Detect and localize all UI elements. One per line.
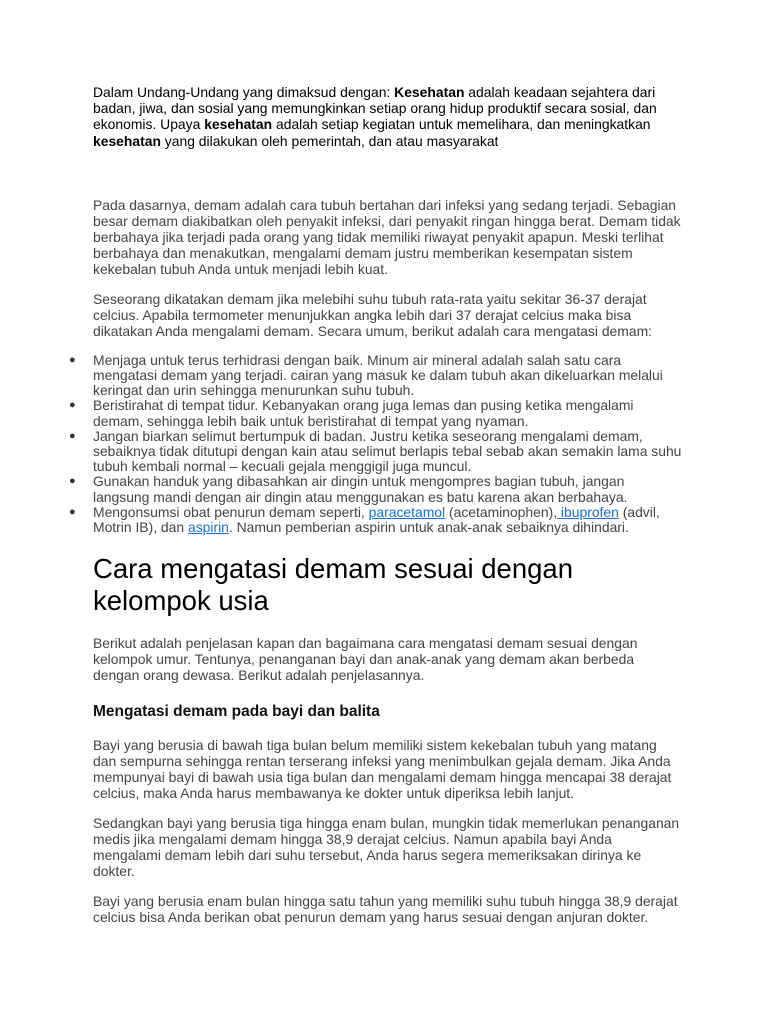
section-heading-age-groups: Cara mengatasi demam sesuai dengan kelompok usia (93, 553, 574, 617)
spacer (93, 149, 683, 197)
list-item (69, 427, 683, 475)
list-item-text: Gunakan handuk yang dibasahkan air dingin untuk mengompres bagian tubuh, jangan langsung mandi dengan air dingin atau menggunakan es batu karena akan berbahaya. (93, 473, 628, 505)
intro-text-1: Dalam Undang-Undang yang dimaksud dengan: (93, 84, 395, 100)
paragraph-three-to-six-months: Sedangkan bayi yang berusia tiga hingga enam bulan, mungkin tidak memerlukan penanganan medis jika mengalami demam hingga 38,9 derajat celcius. Namun apabila bayi Anda mengalami demam lebih dari suhu tersebut, Anda harus segera memeriksakan dirinya ke dokter. (93, 815, 680, 880)
intro-text-2: adalah keadaan sejahtera dari badan, jiwa, dan sosial yang memungkinkan setiap orang hidup produktif secara sosial, dan ekonomis. Upaya (93, 84, 657, 133)
paracetamol-link[interactable]: paracetamol (368, 503, 446, 520)
list-item-text: Beristirahat di tempat tidur. Kebanyakan orang juga lemas dan pusing ketika mengalami demam, sehingga lebih baik untuk beristirahat di tempat yang nyaman. (93, 397, 634, 429)
paragraph-fever-basics: Pada dasarnya, demam adalah cara tubuh bertahan dari infeksi yang sedang terjadi. Sebagian besar demam diakibatkan oleh penyakit infeksi, dari penyakit ringan hingga berat. Demam tidak berbahaya jika terjadi pada orang yang tidak memiliki riwayat penyakit apapun. Meski terlihat berbahaya dan menakutkan, mengalami demam justru memberikan kesempatan sistem kekebalan tubuh Anda untuk menjadi lebih kuat. (93, 196, 681, 277)
bullet-icon: ● (69, 353, 76, 366)
ibuprofen-link[interactable]: ibuprofen (557, 503, 619, 520)
list-item-text: (advil, Motrin IB), dan (93, 503, 660, 536)
subheading-infants: Mengatasi demam pada bayi dan balita (93, 703, 380, 721)
bullet-icon: ● (69, 505, 76, 518)
bullet-icon: ● (69, 475, 76, 488)
bullet-icon: ● (69, 399, 76, 412)
spacer (93, 879, 683, 893)
bullet-icon: ● (69, 429, 76, 442)
spacer (93, 277, 683, 291)
paragraph-age-intro: Berikut adalah penjelasan kapan dan bagaimana cara mengatasi demam sesuai dengan kelompok umur. Tentunya, penanganan bayi dan anak-anak yang demam akan berbeda dengan orang dewasa. Berikut adalah penjelasannya. (93, 635, 638, 684)
list-item-text: Mengonsumsi obat penurun demam seperti, (93, 503, 369, 520)
intro-text-3: adalah setiap kegiatan untuk memelihara, dan meningkatkan (272, 116, 651, 133)
fever-tips-list (69, 351, 683, 536)
paragraph-under-three-months: Bayi yang berusia di bawah tiga bulan belum memiliki sistem kekebalan tubuh yang matang dan sempurna sehingga rentan terserang infeksi yang menimbulkan gejala demam. Jika Anda mempunyai bayi di bawah usia tiga bulan dan mengalami demam hingga mencapai 38 derajat celcius, maka Anda harus membawanya ke dokter untuk diperiksa lebih lanjut. (93, 737, 672, 802)
intro-bold-3: kesehatan (93, 132, 161, 149)
list-item-text: Jangan biarkan selimut bertumpuk di badan. Justru ketika seseorang mengalami demam, sebaiknya tidak ditutupi dengan kain atau selimut berlapis tebal sebab akan semakin lama suhu tubuh kembali normal – kecuali gejala menggigil juga muncul. (93, 427, 682, 475)
intro-bold-1: Kesehatan (394, 84, 465, 100)
spacer (93, 801, 683, 815)
list-item-text: (acetaminophen), (445, 503, 558, 520)
list-item (69, 351, 683, 399)
list-item-text: . Namun pemberian aspirin untuk anak-anak sebaiknya dihindari. (228, 519, 629, 536)
spacer (93, 721, 683, 737)
list-item-text: Menjaga untuk terus terhidrasi dengan baik. Minum air mineral adalah salah satu cara mengatasi demam yang terjadi. cairan yang masuk ke dalam tubuh akan dikeluarkan melalui keringat dan urin sehingga menurunkan suhu tubuh. (93, 351, 663, 399)
list-item (69, 503, 683, 536)
document-page (69, 84, 683, 926)
paragraph-fever-definition: Seseorang dikatakan demam jika melebihi suhu tubuh rata-rata yaitu sekitar 36-37 derajat celcius. Apabila termometer menunjukkan angka lebih dari 37 derajat celcius maka bisa dikatakan Anda mengalami demam. Secara umum, berikut adalah cara mengatasi demam: (93, 290, 653, 339)
spacer (93, 617, 683, 635)
list-item (69, 397, 683, 429)
intro-paragraph (93, 84, 683, 149)
aspirin-link[interactable]: aspirin (187, 519, 229, 536)
paragraph-six-to-twelve-months: Bayi yang berusia enam bulan hingga satu tahun yang memiliki suhu tubuh hingga 38,9 derajat celcius bisa Anda berikan obat penurun demam yang harus sesuai dengan anjuran dokter. (93, 893, 678, 926)
intro-bold-2: kesehatan (204, 116, 273, 133)
list-item (69, 473, 683, 505)
intro-text-4: yang dilakukan oleh pemerintah, dan atau masyarakat (160, 132, 499, 149)
